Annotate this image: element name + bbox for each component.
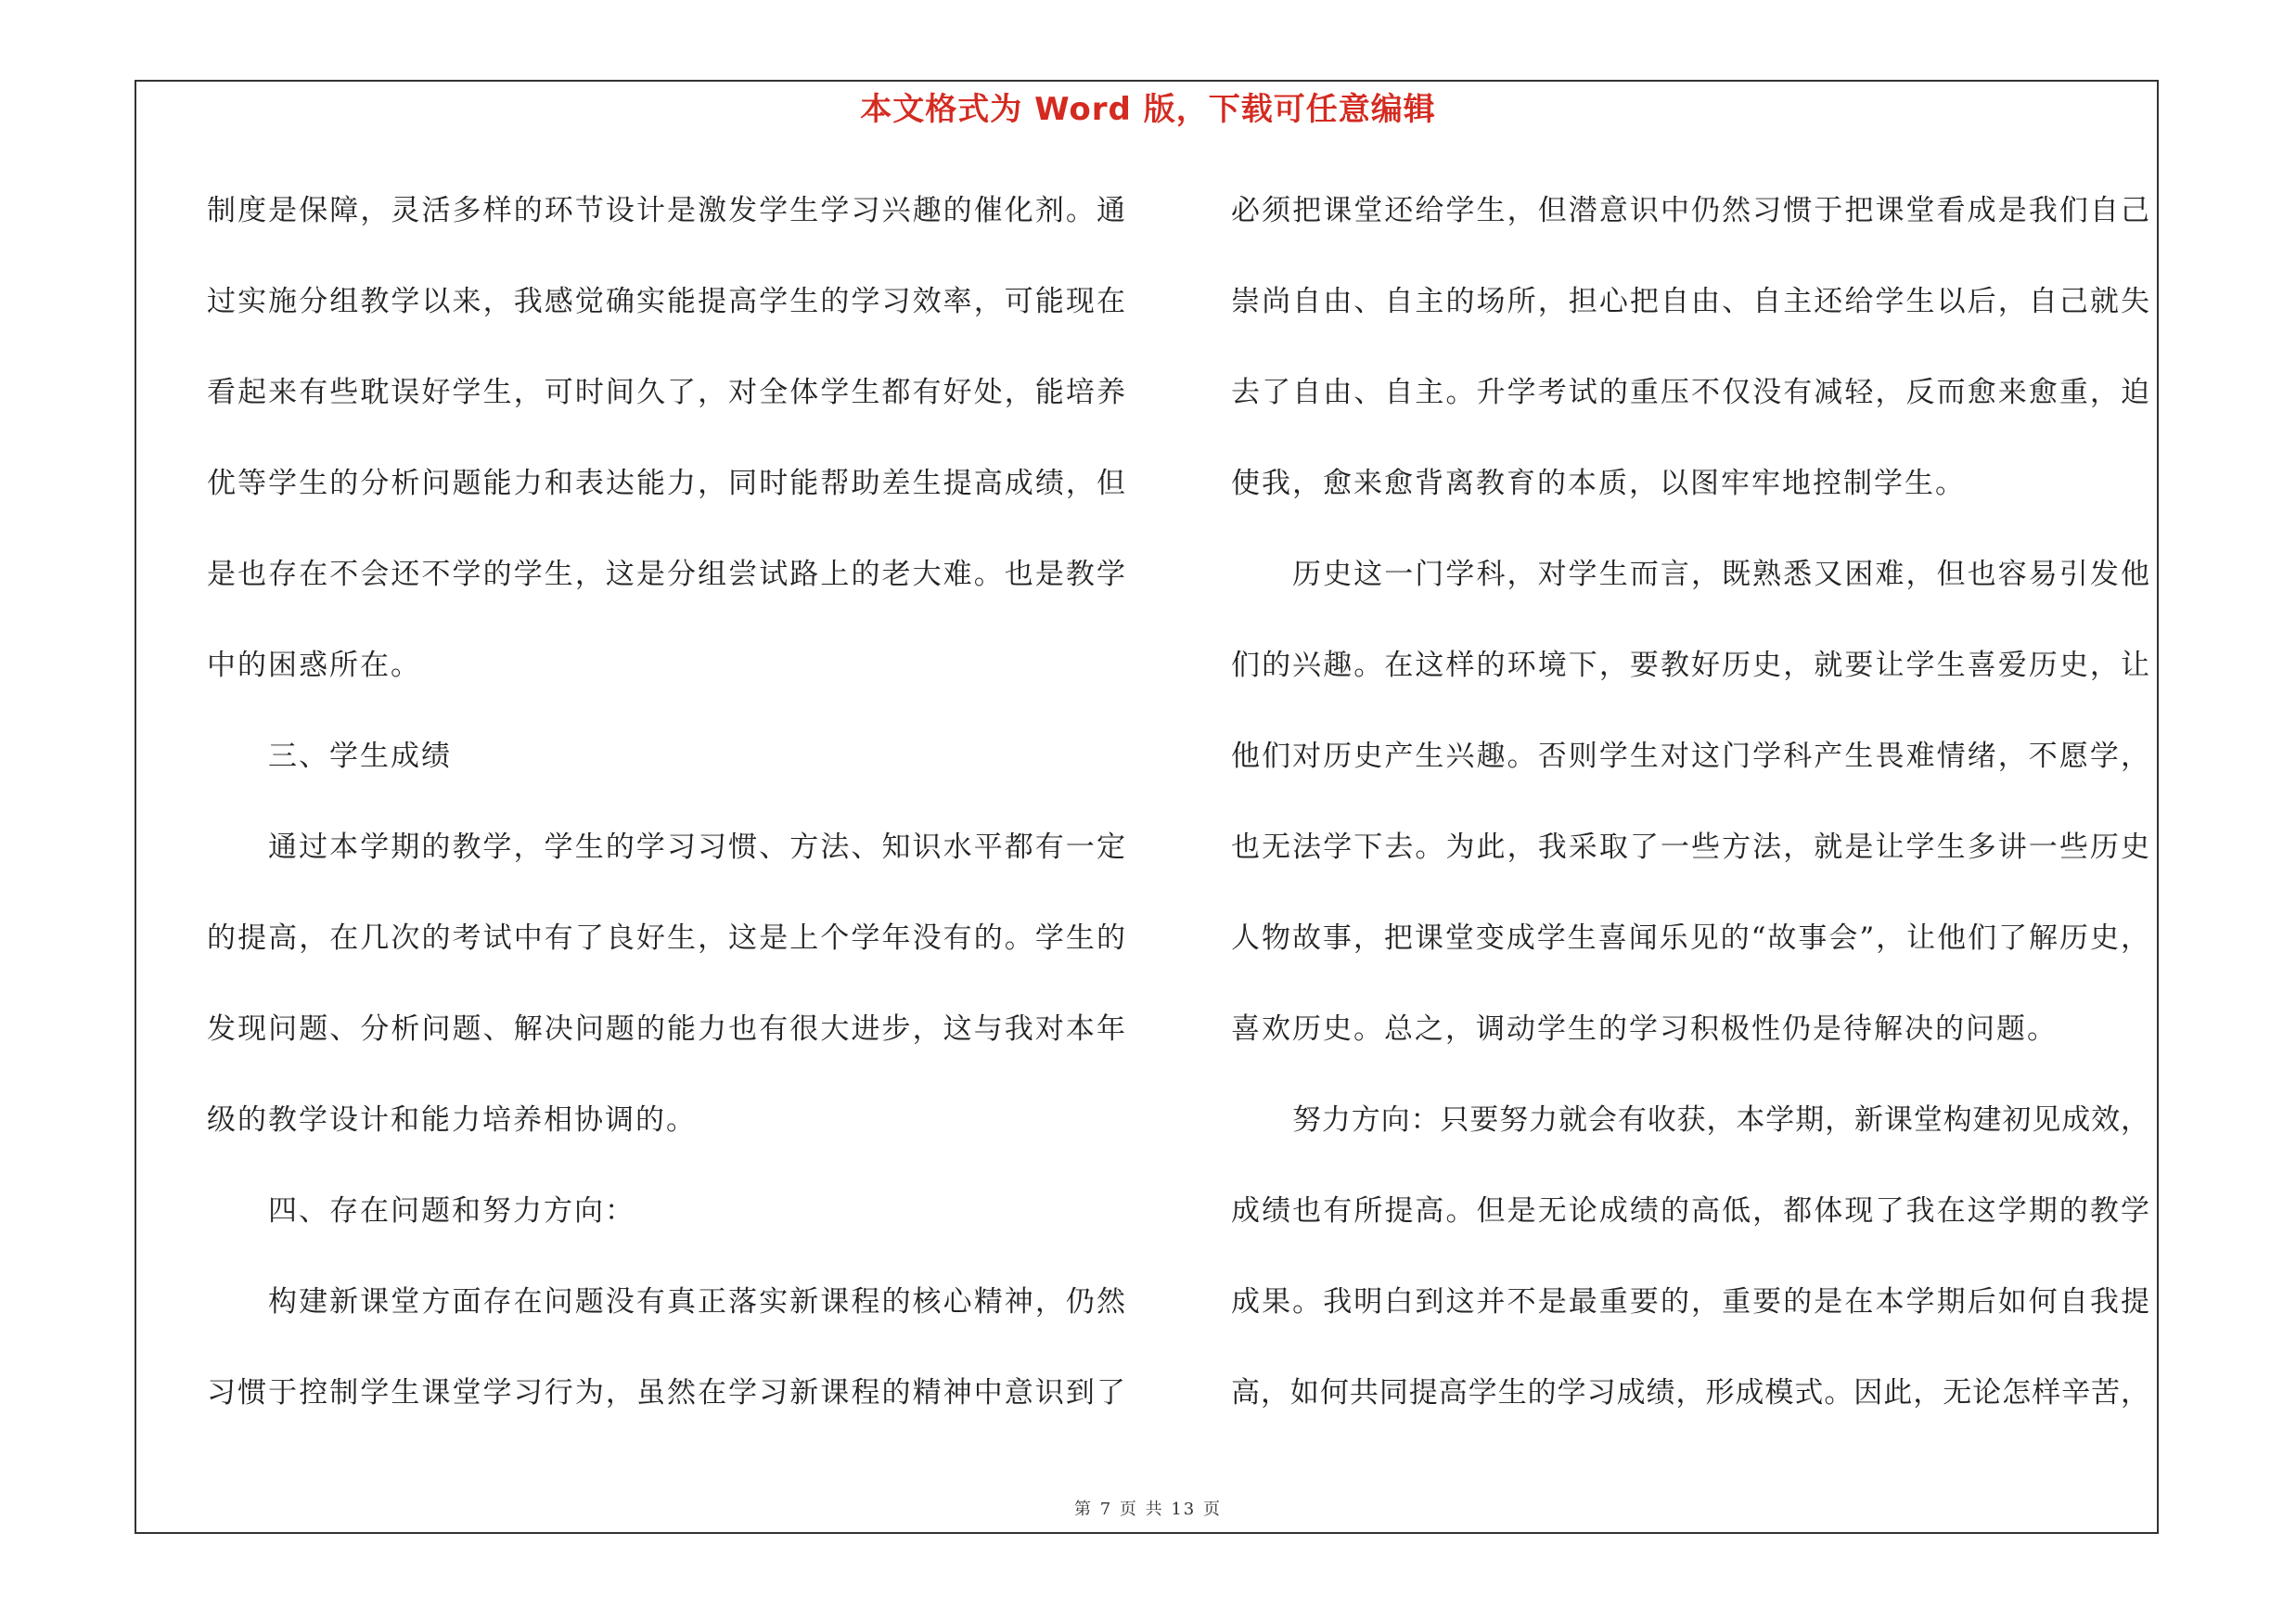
left-line-14: 习惯于控制学生课堂学习行为，虽然在学习新课程的精神中意识到了 (207, 1376, 1125, 1410)
left-line-3: 看起来有些耽误好学生，可时间久了，对全体学生都有好处，能培养 (207, 376, 1125, 409)
left-line-5: 是也存在不会还不学的学生，这是分组尝试路上的老大难。也是教学 (207, 558, 1125, 591)
left-line-11: 级的教学设计和能力培养相协调的。 (207, 1103, 697, 1137)
right-line-7: 他们对历史产生兴趣。否则学生对这门学科产生畏难情绪，不愿学， (1231, 740, 2149, 773)
section-heading-student-grades: 三、学生成绩 (268, 740, 452, 773)
right-column (1231, 187, 2149, 1461)
page-indicator: 第 7 页 共 13 页 (1074, 1500, 1222, 1519)
left-line-1: 制度是保障，灵活多样的环节设计是激发学生学习兴趣的催化剂。通 (207, 194, 1125, 227)
left-column (207, 187, 1125, 1461)
left-line-13: 构建新课堂方面存在问题没有真正落实新课程的核心精神，仍然 (268, 1285, 1125, 1319)
right-line-4: 使我，愈来愈背离教育的本质，以图牢牢地控制学生。 (1231, 467, 1966, 500)
left-line-10: 发现问题、分析问题、解决问题的能力也有很大进步，这与我对本年 (207, 1012, 1125, 1046)
left-line-9: 的提高，在几次的考试中有了良好生，这是上个学年没有的。学生的 (207, 921, 1125, 955)
left-line-4: 优等学生的分析问题能力和表达能力，同时能帮助差生提高成绩，但 (207, 467, 1125, 500)
right-line-13: 成果。我明白到这并不是最重要的，重要的是在本学期后如何自我提 (1231, 1285, 2149, 1319)
left-line-6: 中的困惑所在。 (207, 649, 421, 682)
right-line-11: 努力方向：只要努力就会有收获，本学期，新课堂构建初见成效， (1292, 1103, 2149, 1137)
right-line-14: 高，如何共同提高学生的学习成绩，形成模式。因此，无论怎样辛苦， (1231, 1376, 2149, 1410)
left-line-2: 过实施分组教学以来，我感觉确实能提高学生的学习效率，可能现在 (207, 285, 1125, 318)
right-line-8: 也无法学下去。为此，我采取了一些方法，就是让学生多讲一些历史 (1231, 831, 2149, 864)
right-line-10: 喜欢历史。总之，调动学生的学习积极性仍是待解决的问题。 (1231, 1012, 2058, 1046)
right-line-5: 历史这一门学科，对学生而言，既熟悉又困难，但也容易引发他 (1292, 558, 2149, 591)
right-line-6: 们的兴趣。在这样的环境下，要教好历史，就要让学生喜爱历史，让 (1231, 649, 2149, 682)
right-line-2: 崇尚自由、自主的场所，担心把自由、自主还给学生以后，自己就失 (1231, 285, 2149, 318)
right-line-1: 必须把课堂还给学生，但潜意识中仍然习惯于把课堂看成是我们自己 (1231, 194, 2149, 227)
right-line-9: 人物故事，把课堂变成学生喜闻乐见的“故事会”，让他们了解历史， (1231, 921, 2149, 955)
section-heading-problems: 四、存在问题和努力方向： (268, 1194, 635, 1228)
left-line-8: 通过本学期的教学，学生的学习习惯、方法、知识水平都有一定 (268, 831, 1125, 864)
right-line-12: 成绩也有所提高。但是无论成绩的高低，都体现了我在这学期的教学 (1231, 1194, 2149, 1228)
document-banner: 本文格式为 Word 版，下载可任意编辑 (860, 91, 1436, 128)
right-line-3: 去了自由、自主。升学考试的重压不仅没有减轻，反而愈来愈重，迫 (1231, 376, 2149, 409)
